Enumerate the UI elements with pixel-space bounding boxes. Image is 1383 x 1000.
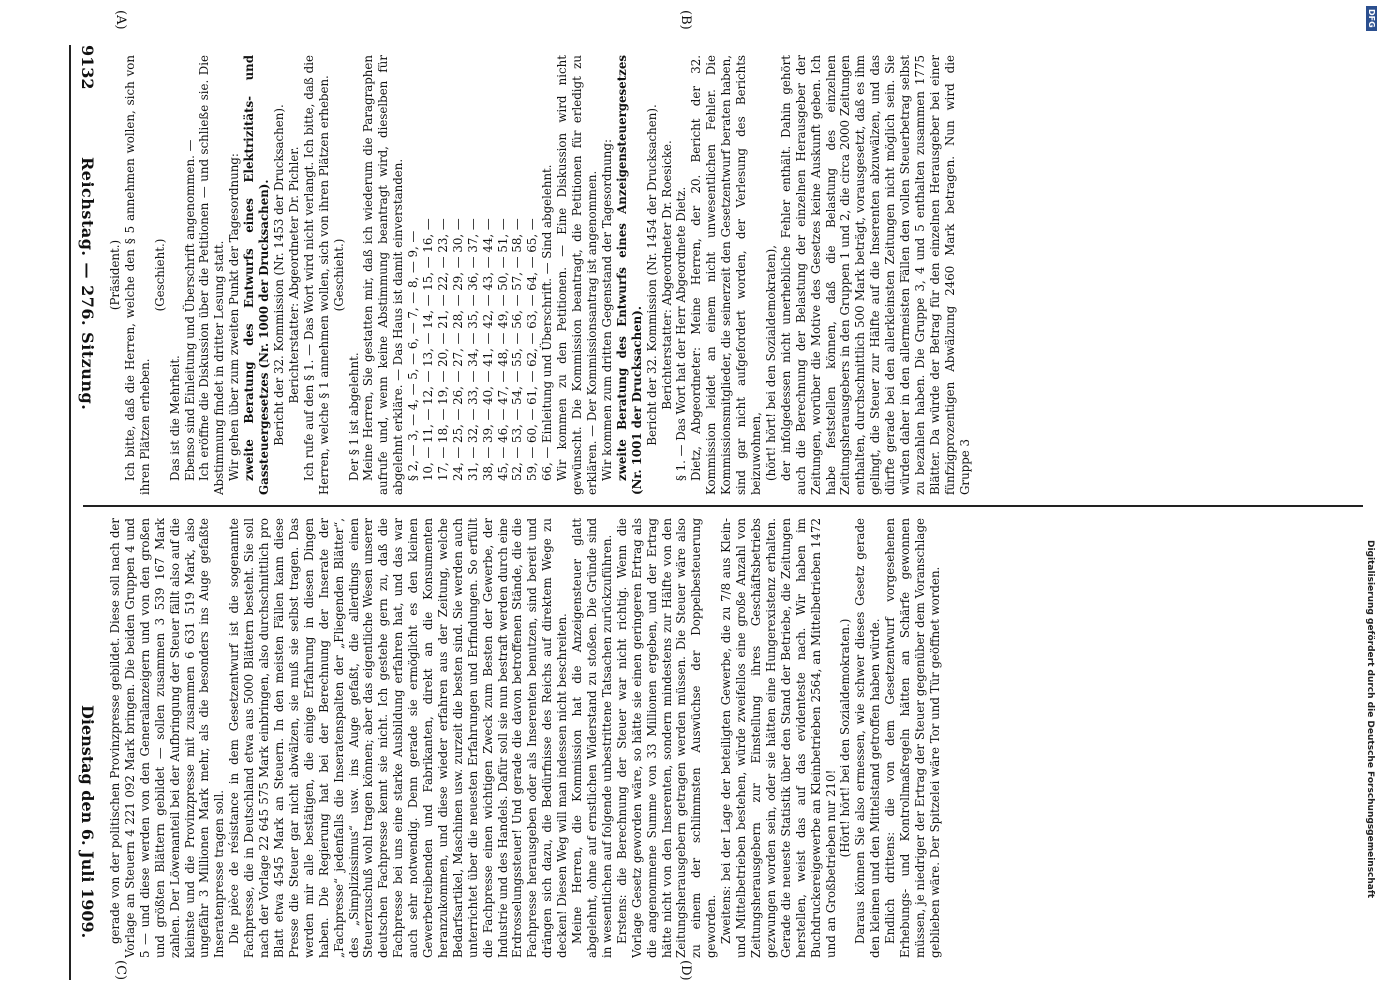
paragraph: (Geschieht.)	[152, 238, 167, 312]
paragraph: (Geschieht.)	[331, 238, 346, 312]
paragraph: § 1. — Das Wort hat der Herr Abgeordnete Dietz.	[674, 186, 689, 481]
paragraph: Erstens: die Berechnung der Steuer war nicht richtig. Wenn die Vorlage Gesetz geworden wäre, so hätte sie einen geringeren Ertrag als die angenommene Summe von 33 Millionen ergeben, und der Ertrag hätte nicht von den Inserenten, sondern mindestens zur Hälfte von den Zeitungsherausgebern getragen werden müssen. Die Steuer wäre also zu einem der schlimmsten Auswüchse der Doppelbesteuerung geworden.	[614, 518, 719, 958]
paragraph: Wir kommen zu den Petitionen. — Eine Diskussion wird nicht gewünscht. Die Kommission beantragt, die Petitionen für erledigt zu erklären. — Der Kommissionsantrag ist angenommen.	[555, 55, 599, 495]
paragraph: (Hört! hört! bei den Sozialdemokraten.)	[838, 618, 853, 858]
dfg-logo: DFG	[1366, 6, 1377, 31]
right-text-column	[108, 518, 1353, 958]
digitization-notice: Digitalisierung gefördert durch die Deutsche Forschungsgemeinschaft	[1365, 540, 1375, 899]
paragraph: Wir gehen über zum zweiten Punkt der Tagesordnung:	[227, 153, 242, 481]
paragraph: (hört! hört! bei den Sozialdemokraten),	[763, 245, 778, 481]
paragraph: Berichterstatter: Abgeordneter Dr. Pichler.	[286, 146, 301, 404]
page-number: 9132	[78, 45, 97, 90]
session-date: Dienstag den 6. Juli 1909.	[78, 705, 97, 939]
paragraph: Meine Herren, die Kommission hat die Anzeigensteuer glatt abgelehnt, ohne auf ernstlichen Widerstand zu stoßen. Die Gründe sind in wesentlichen auf folgende unbestrittene Tatsachen zurückzuführen.	[570, 518, 614, 958]
paragraph: 45, — 46, — 47, — 48, — 49, — 50, — 51, —	[495, 218, 510, 481]
paragraph: (Präsident.)	[108, 239, 122, 311]
paragraph: Der § 1 ist abgelehnt.	[346, 352, 361, 481]
paragraph: Berichterstatter: Abgeordneter Dr. Roesicke.	[659, 140, 674, 410]
paragraph: Ich eröffne die Diskussion über die Petitionen — und schließe sie. Die Abstimmung findet in dritter Lesung statt.	[197, 55, 227, 495]
paragraph: Endlich drittens: die von dem Gesetzentwurf vorgesehenen Erhebungs- und Kontrollmaßregeln hätten an Schärfe gewonnen müssen, je niedriger der Ertrag der Steuer gegenüber dem Voranschlage geblieben wäre. Der Spitzelei wäre Tor und Tür geöffnet worden.	[883, 518, 942, 958]
paragraph: Das ist die Mehrheit.	[167, 355, 182, 481]
paragraph: 59, — 60, — 61, — 62, — 63, — 64, — 65, —	[525, 218, 540, 481]
paragraph: zweite Beratung des Entwurfs eines Elektrizitäts- und Gassteuergesetzes (Nr. 1000 der Drucksachen).	[242, 55, 272, 495]
paragraph: 24, — 25, — 26, — 27, — 28, — 29, — 30, —	[450, 218, 465, 481]
left-text-column	[108, 55, 1353, 495]
paragraph: Ich rufe auf den § 1. — Das Wort wird nicht verlangt. Ich bitte, daß die Herren, welche § 1 annehmen wollen, sich von ihren Plätzen erheben.	[301, 55, 331, 495]
paragraph: Meine Herren, Sie gestatten mir, daß ich wiederum die Paragraphen aufrufe und, wenn keine Abstimmung beantragt wird, dieselben für abgelehnt erkläre. — Das Haus ist damit einverstanden.	[361, 55, 406, 495]
marker-c: (C)	[113, 960, 128, 981]
paragraph: Daraus können Sie also ermessen, wie schwer dieses Gesetz gerade den kleinen und den Mittelstand getroffen haben würde.	[853, 518, 883, 958]
paragraph: 38, — 39, — 40, — 41, — 42, — 43, — 44, —	[480, 218, 495, 481]
paragraph: Ebenso sind Einleitung und Überschrift angenommen. —	[182, 139, 197, 481]
header-rule	[70, 45, 72, 980]
paragraph: der infolgedessen nicht unerhebliche Fehler enthält. Dahin gehört auch die Berechnung der Belastung der einzelnen Herausgeber der Zeitungen, worüber die Motive des Gesetzes keine Auskunft geben. Ich habe feststellen können, daß die Belastung des einzelnen Zeitungsherausgebers in den Gruppen 1 und 2, die circa 2000 Zeitungen enthalten, durchschnittlich 500 Mark beträgt, vorausgesetzt, daß es ihm gelingt, die Steuer zur Hälfte auf die Inserenten abzuwälzen, und das dürfte gerade bei den allerkleinsten Zeitungen nicht möglich sein. Sie würden daher in den allermeisten Fällen den vollen Steuerbetrag selbst zu bezahlen haben. Die Gruppe 3, 4 und 5 enthalten zusammen 1775 Blätter. Da würde der Betrag für den einzelnen Herausgeber bei einer fünfzigprozentigen Abwälzung 2460 Mark betragen. Nun wird die Gruppe 3	[778, 55, 972, 495]
paragraph: 31, — 32, — 33, — 34, — 35, — 36, — 37, —	[465, 218, 480, 481]
paragraph: Die pièce de résistance in dem Gesetzentwurf ist die sogenannte Fachpresse, die in Deutschland etwa aus 5000 Blättern besteht. Sie soll nach der Vorlage 22 645 575 Mark einbringen, also durchschnittlich pro Blatt etwa 4545 Mark an Steuern. In den meisten Fällen kann diese Presse die Steuer gar nicht abwälzen, sie muß sie selbst tragen. Das werden mir alle bestätigen, die einige Erfahrung in diesen Dingen haben. Die Regierung hat bei der Berechnung der Inserate der „Fachpresse“ jedenfalls die Inseratenspalten der „Fliegenden Blätter“, des „Simplizissimus“ usw. ins Auge gefaßt, die allerdings einen Steuerzuschuß wohl tragen können; aber das eigentliche Wesen unserer deutschen Fachpresse kennt sie nicht. Ich gestehe gern zu, daß die Fachpresse bei uns eine starke Ausbildung erfahren hat, und das war auch sehr notwendig. Denn gerade sie ermöglicht es den kleinen Gewerbetreibenden und Fabrikanten, direkt an die Konsumenten heranzukommen, und diese wieder erfahren aus der Zeitung, welche Bedarfsartikel, Maschinen usw. zurzeit die besten sind. Sie werden auch unterrichtet über die neuesten Erfahrungen und Erfindungen. So erfüllt die Fachpresse einen wichtigen Zweck zum Besten der Gewerbe, der Industrie und des Handels. Dafür soll sie nun bestraft werden durch eine Erdrosselungssteuer! Und gerade die davon betroffenen Stände, die die Fachpresse herausgeben oder als Inserenten benutzen, sind bereit und drängen sich dazu, die Bedürfnisse des Reichs auf direktem Wege zu decken! Diesen Weg will man indessen nicht beschreiten.	[227, 518, 570, 958]
paragraph: Zweitens: bei der Lage der beteiligten Gewerbe, die zu 7/8 aus Klein- und Mittelbetrieben bestehen, würde zweifellos eine große Anzahl von Zeitungsherausgebern zur Einstellung ihres Geschäftsbetriebs gezwungen worden sein, oder sie hätten eine Hungerexistenz erhalten. Gerade die neueste Statistik über den Stand der Betriebe, die Zeitungen herstellen, weist das auf das evidenteste nach. Wir haben im Buchdruckereigewerbe an Kleinbetrieben 2564, an Mittelbetrieben 1472 und an Großbetrieben nur 210!	[719, 518, 838, 958]
paragraph: Bericht der 32. Kommission (Nr. 1453 der Drucksachen).	[271, 104, 286, 446]
marker-a: (A)	[113, 10, 128, 30]
paragraph: Dietz, Abgeordneter: Meine Herren, der 20. Bericht der 32. Kommission leidet an einem nicht unwesentlichen Fehler. Die Kommissionsmitglieder, die seinerzeit den Gesetzentwurf beraten haben, sind gar nicht aufgefordert worden, der Verlesung des Berichts beizuwohnen,	[689, 55, 763, 495]
paragraph: 52, — 53, — 54, — 55, — 56, — 57, — 58, —	[510, 218, 525, 481]
paragraph: 17, — 18, — 19, — 20, — 21, — 22, — 23, —	[435, 218, 450, 481]
marker-b: (B)	[678, 10, 693, 30]
paragraph: 66, — Einleitung und Überschrift. — Sind abgelehnt.	[540, 164, 555, 481]
paragraph: Bericht der 32. Kommission (Nr. 1454 der Drucksachen).	[644, 104, 659, 446]
marker-d: (D)	[678, 960, 693, 981]
session-title: Reichstag. — 276. Sitzung.	[78, 157, 97, 411]
paragraph: 10, — 11, — 12, — 13, — 14, — 15, — 16, —	[421, 218, 436, 481]
paragraph: Wir kommen zum dritten Gegenstand der Tagesordnung:	[599, 139, 614, 481]
paragraph: zweite Beratung des Entwurfs eines Anzeigensteuergesetzes (Nr. 1001 der Drucksachen).	[614, 55, 644, 495]
paragraph: Ich bitte, daß die Herren, welche den § 5 annehmen wollen, sich von ihren Plätzen erheben.	[122, 55, 152, 495]
paragraph: § 2, — 3, — 4, — 5, — 6, — 7, — 8, — 9, —	[406, 230, 421, 481]
paragraph: gerade von der politischen Provinzpresse gebildet. Diese soll nach der Vorlage an Steuern 4 221 092 Mark bringen. Die beiden Gruppen 4 und 5 — und diese werden von den Generalanzeigern und von den großen und größten Blättern gebildet — sollen zusammen 3 539 167 Mark zahlen. Der Löwenanteil bei der Aufbringung der Steuer fällt also auf die kleinste und die Provinzpresse mit zusammen 6 631 519 Mark, also ungefähr 3 Millionen Mark mehr, als die besonders ins Auge gefaßte Inseratenpresse tragen soll.	[108, 518, 227, 958]
column-divider	[83, 505, 1363, 507]
